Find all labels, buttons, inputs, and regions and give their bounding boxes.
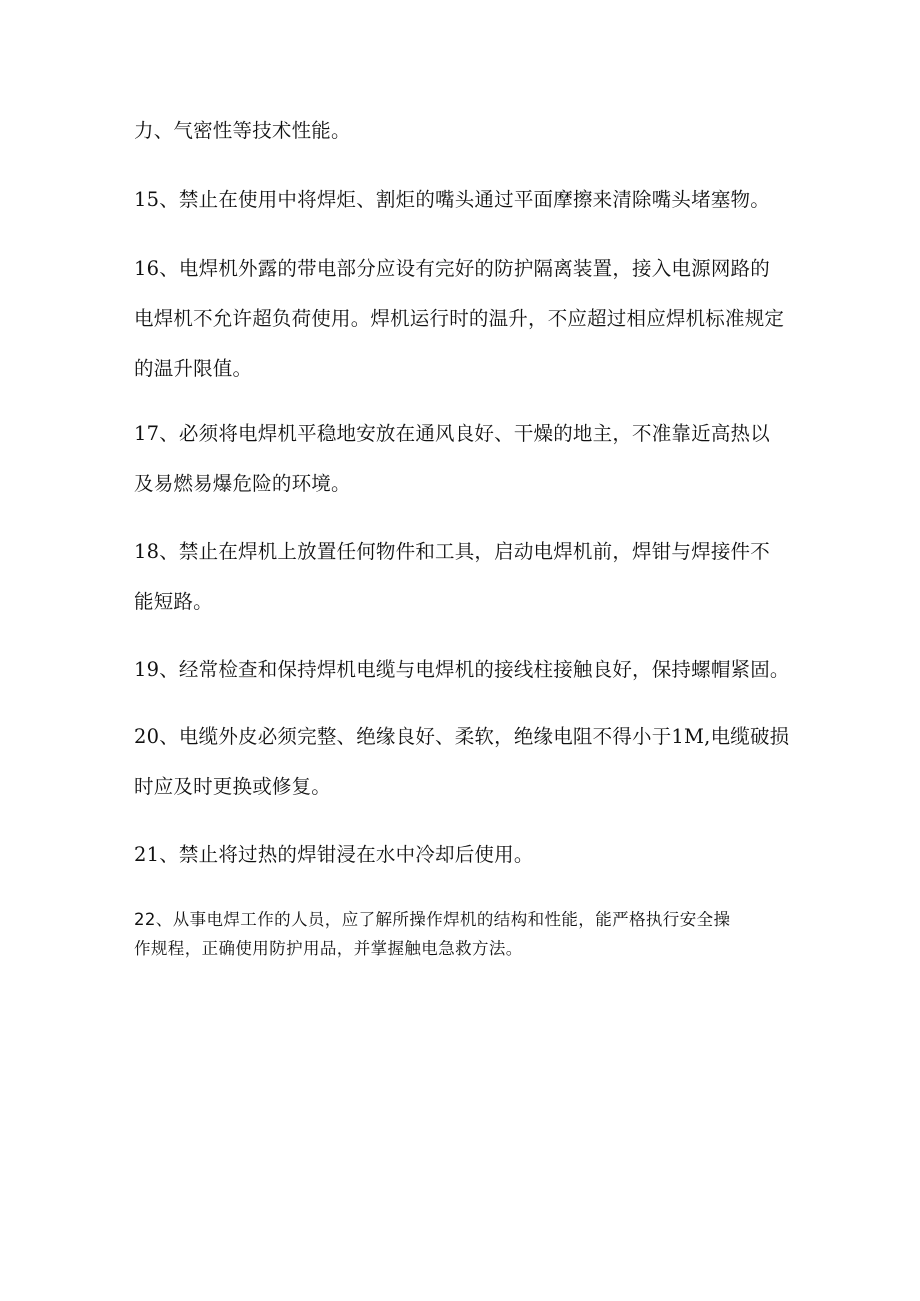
paragraph-line: 及易燃易爆危险的环境。	[134, 472, 351, 495]
paragraph-line: 作规程，正确使用防护用品，并掌握触电急救方法。	[134, 939, 523, 958]
paragraph-line: 22、从事电焊工作的人员，应了解所操作焊机的结构和性能，能严格执行安全操	[134, 910, 731, 929]
paragraph-line: 的温升限值。	[134, 357, 253, 380]
paragraph-20	[134, 712, 814, 812]
paragraph-16	[134, 244, 814, 394]
paragraph-line: 能短路。	[134, 590, 213, 613]
paragraph-line: 21、禁止将过热的焊钳浸在水中冷却后使用。	[134, 843, 534, 866]
paragraph-line: 力、气密性等技术性能。	[134, 119, 351, 142]
paragraph-18	[134, 527, 814, 627]
paragraph-17	[134, 409, 814, 509]
paragraph-line: 18、禁止在焊机上放置任何物件和工具，启动电焊机前，焊钳与焊接件不	[134, 540, 770, 563]
paragraph-line: 电焊机不允许超负荷使用。焊机运行时的温升，不应超过相应焊机标准规定	[134, 307, 785, 330]
paragraph-line: 17、必须将电焊机平稳地安放在通风良好、干燥的地主，不准靠近高热以	[134, 422, 770, 445]
paragraph-line: 20、电缆外皮必须完整、绝缘良好、柔软，绝缘电阻不得小于1M,电缆破损	[134, 725, 790, 748]
paragraph-line: 19、经常检查和保持焊机电缆与电焊机的接线柱接触良好，保持螺帽紧固。	[134, 658, 790, 681]
paragraph-15	[134, 175, 814, 225]
paragraph-21	[134, 830, 814, 880]
paragraph-19	[134, 645, 814, 695]
paragraph-line: 15、禁止在使用中将焊炬、割炬的嘴头通过平面摩擦来清除嘴头堵塞物。	[134, 188, 770, 211]
paragraph-line: 16、电焊机外露的带电部分应设有完好的防护隔离装置，接入电源网路的	[134, 257, 770, 280]
paragraph-22	[134, 905, 814, 963]
paragraph-14-continuation	[134, 106, 814, 156]
paragraph-line: 时应及时更换或修复。	[134, 775, 332, 798]
